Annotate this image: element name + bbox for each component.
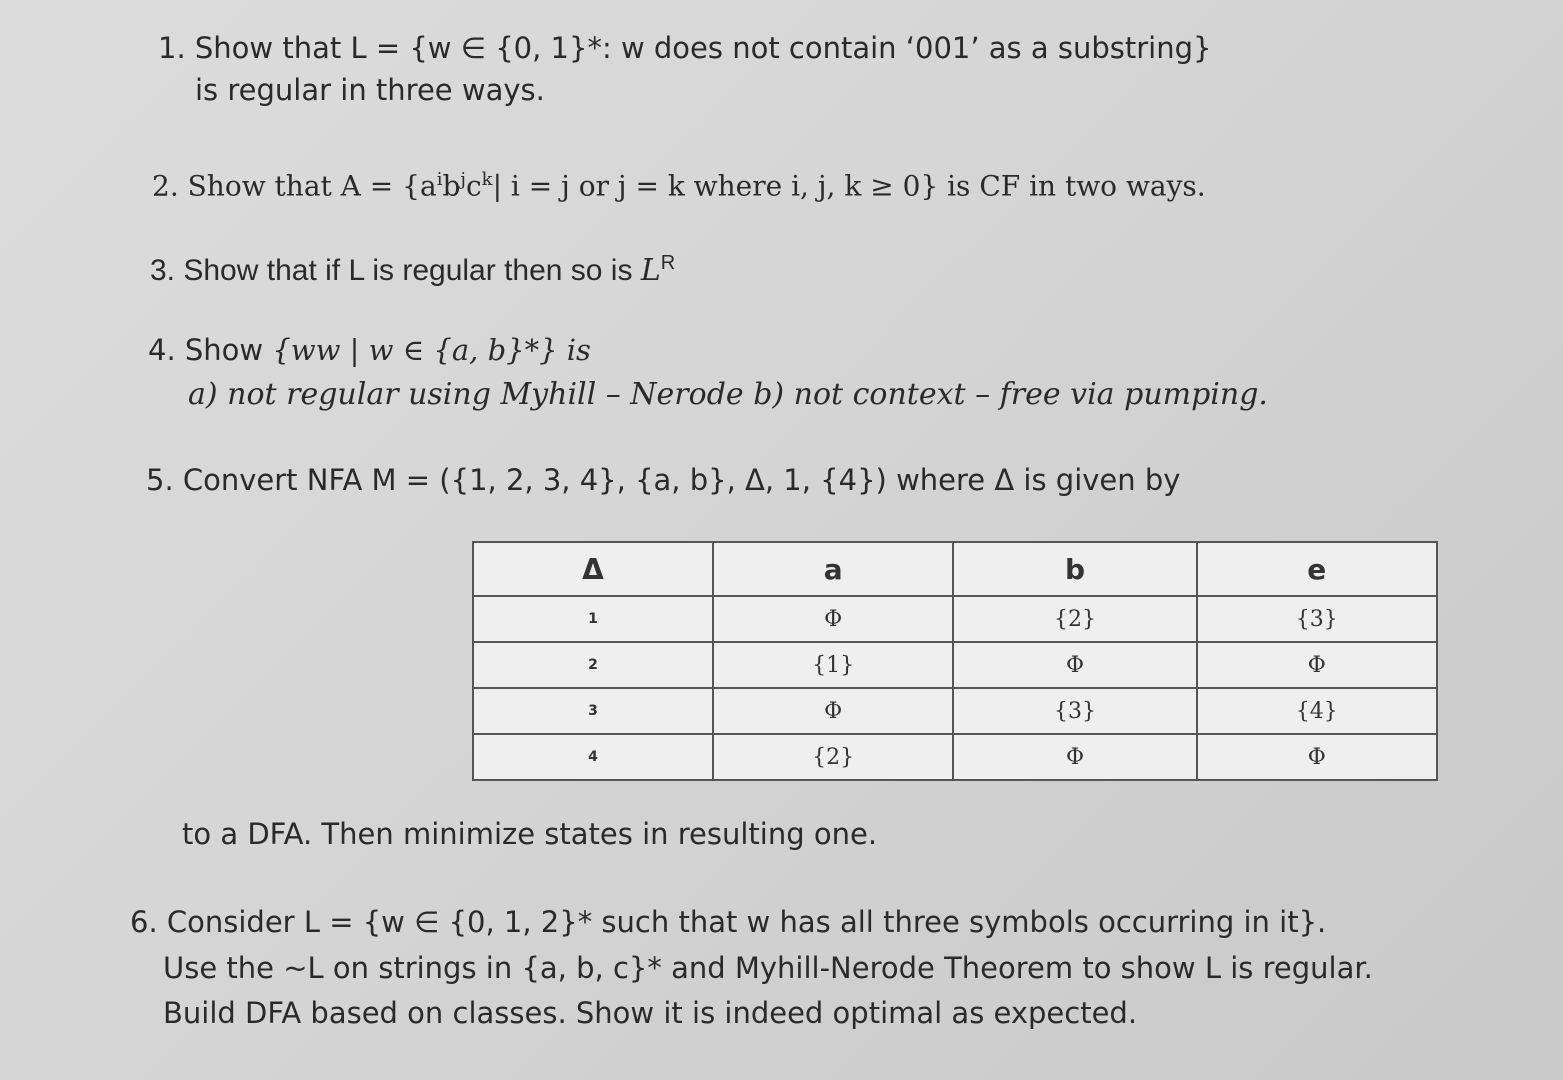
question-4-line-1 <box>148 330 591 370</box>
question-2-b: b <box>442 169 461 203</box>
transition-cell: Φ <box>1197 734 1437 780</box>
question-6-line-2: Use the ~L on strings in {a, b, c}* and Myhill-Nerode Theorem to show L is regular. <box>163 951 1373 985</box>
question-3 <box>150 243 675 291</box>
transition-cell: {4} <box>1197 688 1437 734</box>
question-4-prefix: 4. Show <box>148 333 273 367</box>
transition-cell: Φ <box>713 688 953 734</box>
header-e: e <box>1197 542 1437 596</box>
table-row <box>473 688 1437 734</box>
question-3-lr: L <box>640 253 661 288</box>
header-a: a <box>713 542 953 596</box>
transition-cell: {1} <box>713 642 953 688</box>
header-delta: Δ <box>473 542 713 596</box>
table-row <box>473 642 1437 688</box>
question-6-line-3: Build DFA based on classes. Show it is indeed optimal as expected. <box>163 996 1138 1030</box>
state-cell: 1 <box>473 596 713 642</box>
state-cell: 2 <box>473 642 713 688</box>
question-2 <box>152 160 1206 206</box>
question-4-line-2: a) not regular using Myhill – Nerode b) not context – free via pumping. <box>188 377 1268 412</box>
transition-cell: {2} <box>953 596 1196 642</box>
transition-cell: Φ <box>1197 642 1437 688</box>
question-2-c: c <box>465 169 482 203</box>
question-6-line-1: 6. Consider L = {w ∈ {0, 1, 2}* such that w has all three symbols occurring in it}. <box>130 905 1327 939</box>
table-row <box>473 734 1437 780</box>
question-1-line-1: 1. Show that L = {w ∈ {0, 1}*: w does not contain ‘001’ as a substring} <box>158 31 1212 65</box>
transition-cell: Φ <box>953 642 1196 688</box>
question-2-sup-k: k <box>481 169 493 190</box>
state-cell: 4 <box>473 734 713 780</box>
transition-cell: {3} <box>953 688 1196 734</box>
question-3-sup-r: R <box>660 252 676 274</box>
transition-cell: {2} <box>713 734 953 780</box>
table-row <box>473 596 1437 642</box>
transition-cell: Φ <box>713 596 953 642</box>
question-4-math: {ww | w ∈ {a, b}*} is <box>272 333 591 367</box>
state-cell: 3 <box>473 688 713 734</box>
question-3-text: 3. Show that if L is regular then so is <box>150 254 641 287</box>
question-2-prefix: 2. Show that A = {a <box>152 169 437 203</box>
question-2-suffix: | i = j or j = k where i, j, k ≥ 0} is CF in two ways. <box>492 169 1206 203</box>
question-1-line-2: is regular in three ways. <box>195 73 545 107</box>
header-b: b <box>953 542 1196 596</box>
question-2-sup-j: j <box>460 169 466 190</box>
question-5: 5. Convert NFA M = ({1, 2, 3, 4}, {a, b}, Δ, 1, {4}) where Δ is given by <box>146 463 1181 497</box>
question-5-continuation: to a DFA. Then minimize states in resulting one. <box>182 817 878 851</box>
transition-cell: Φ <box>953 734 1196 780</box>
question-2-sup-i: i <box>436 169 443 190</box>
nfa-transition-table <box>472 541 1438 781</box>
transition-cell: {3} <box>1197 596 1437 642</box>
table-header-row <box>473 542 1437 596</box>
